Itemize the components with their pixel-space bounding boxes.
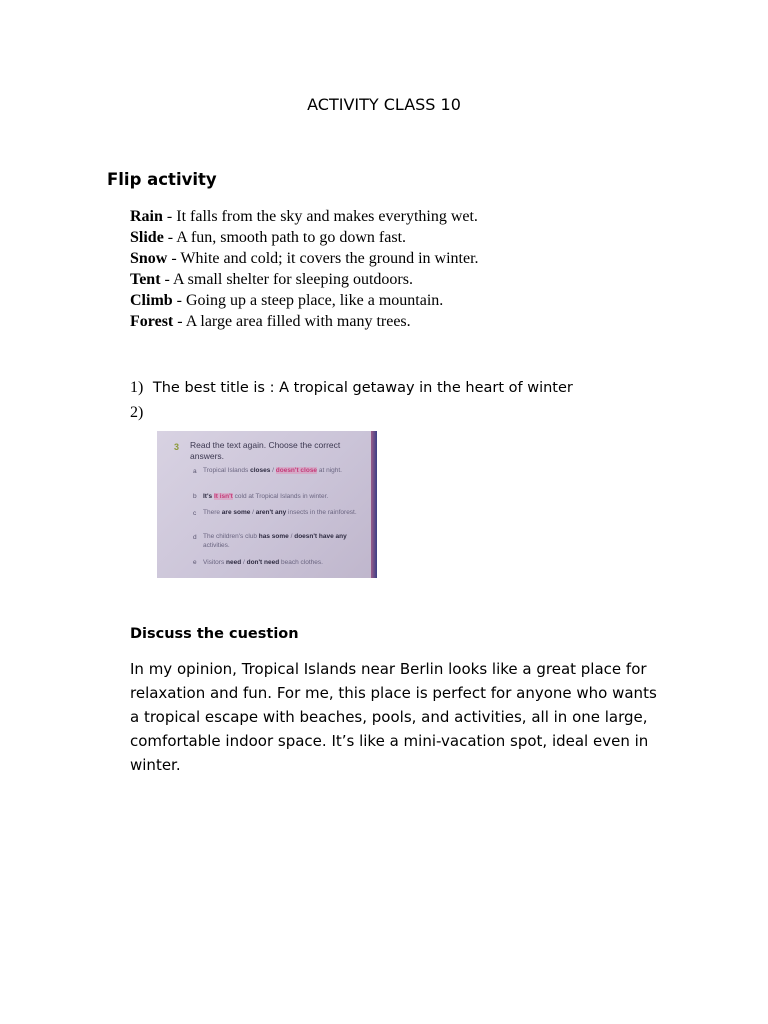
item-option: It's xyxy=(203,493,214,500)
vocab-word: Rain xyxy=(130,208,163,225)
item-text: at night. xyxy=(317,467,342,474)
item-text: The children's club xyxy=(203,533,259,540)
exercise-number: 3 xyxy=(174,442,180,452)
item-separator: / xyxy=(288,533,295,540)
exercise-item xyxy=(203,532,368,550)
item-letter: b xyxy=(193,493,197,500)
vocab-word: Climb xyxy=(130,292,173,309)
item-text: There xyxy=(203,509,222,516)
item-option: doesn't have any xyxy=(294,533,347,540)
vocab-word: Forest xyxy=(130,313,174,330)
item-option: has some xyxy=(258,533,289,540)
vocab-item xyxy=(130,206,479,227)
vocab-item xyxy=(130,269,479,290)
exercise-item xyxy=(203,466,368,475)
item-option-marked: It isn't xyxy=(213,493,233,500)
flip-activity-heading: Flip activity xyxy=(107,170,217,189)
answer-text: The best title is : A tropical getaway in the heart of winter xyxy=(152,380,573,396)
item-text: Visitors xyxy=(203,559,226,566)
item-option: don't need xyxy=(246,559,280,566)
item-text: insects in the rainforest. xyxy=(286,509,357,516)
item-text: cold at Tropical Islands in winter. xyxy=(232,493,329,500)
exercise-instruction: Read the text again. Choose the correct answers. xyxy=(190,440,341,461)
vocab-item xyxy=(130,248,479,269)
answer-item xyxy=(130,400,573,425)
item-letter: e xyxy=(193,559,197,566)
vocab-word: Tent xyxy=(130,271,161,288)
answer-number: 2) xyxy=(130,404,144,421)
item-text: activities. xyxy=(203,542,230,549)
item-option: are some xyxy=(221,509,251,516)
item-option: aren't any xyxy=(255,509,287,516)
item-option-marked: doesn't close xyxy=(275,467,318,474)
item-separator: / xyxy=(250,509,256,516)
vocab-item xyxy=(130,290,479,311)
vocab-word: Snow xyxy=(130,250,168,267)
discuss-heading: Discuss the cuestion xyxy=(130,626,299,642)
page-title: ACTIVITY CLASS 10 xyxy=(307,95,461,114)
item-option: need xyxy=(226,559,242,566)
vocab-item xyxy=(130,227,479,248)
vocab-definition: - A large area filled with many trees. xyxy=(173,313,411,330)
exercise-item xyxy=(203,508,368,517)
exercise-photo xyxy=(157,431,377,578)
vocab-definition: - A fun, smooth path to go down fast. xyxy=(163,229,407,246)
vocabulary-list xyxy=(130,206,479,332)
discuss-body: In my opinion, Tropical Islands near Berlin looks like a great place for relaxation and fun. For me, this place is perfect for anyone who wants a tropical escape with beaches, pools, and activities, all in one large, comfortable indoor space. It’s like a mini-vacation spot, ideal even in winter. xyxy=(130,660,657,774)
item-separator: / xyxy=(241,559,247,566)
book-edge xyxy=(371,431,377,578)
exercise-item xyxy=(203,492,368,501)
vocab-definition: - Going up a steep place, like a mountain. xyxy=(172,292,444,309)
item-option: closes xyxy=(250,467,271,474)
answer-number: 1) xyxy=(130,379,144,396)
vocab-word: Slide xyxy=(130,229,164,246)
answers-list xyxy=(130,375,573,425)
item-letter: a xyxy=(193,468,197,475)
vocab-definition: - It falls from the sky and makes everything wet. xyxy=(162,208,478,225)
vocab-item xyxy=(130,311,479,332)
answer-item xyxy=(130,375,573,400)
item-text: beach clothes. xyxy=(279,559,323,566)
vocab-definition: - White and cold; it covers the ground in winter. xyxy=(167,250,479,267)
item-letter: c xyxy=(193,510,197,517)
item-separator: / xyxy=(270,467,276,474)
item-text: Tropical Islands xyxy=(203,467,251,474)
vocab-definition: - A small shelter for sleeping outdoors. xyxy=(160,271,413,288)
exercise-item xyxy=(203,558,368,567)
item-letter: d xyxy=(193,534,197,541)
